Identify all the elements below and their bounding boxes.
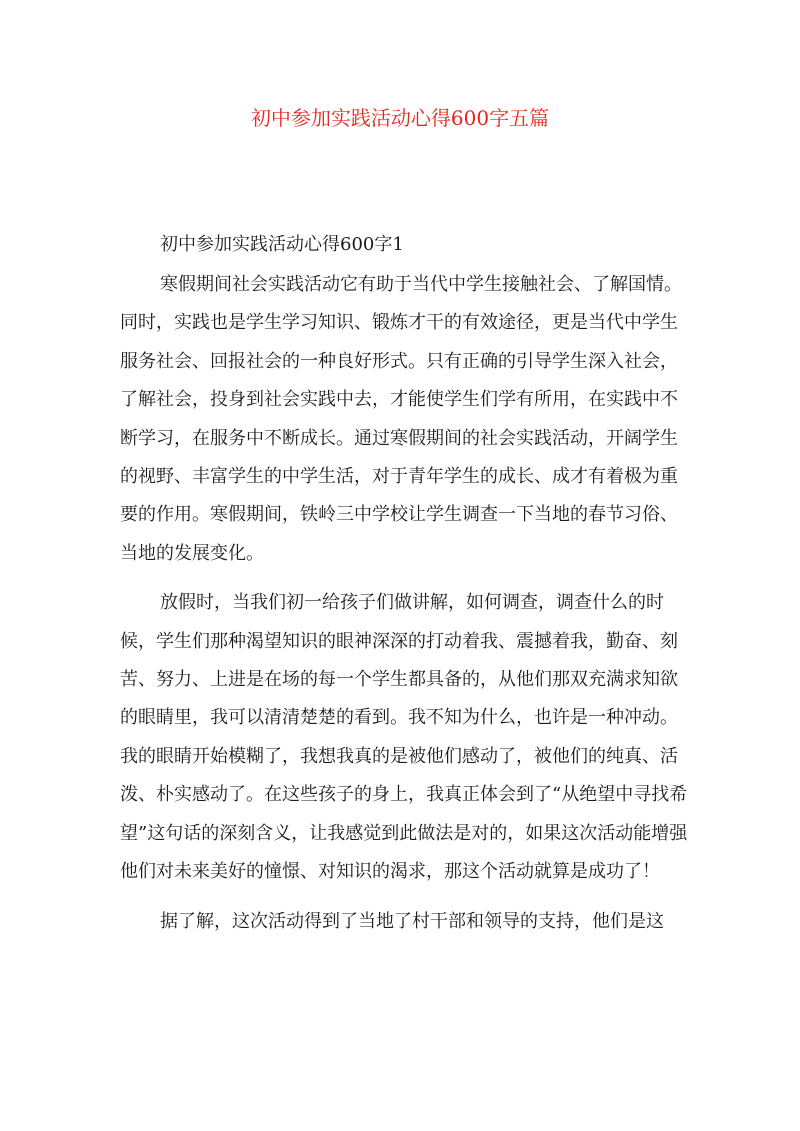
document-title: 初中参加实践活动心得600字五篇 (250, 106, 550, 130)
paragraph-2: 放假时，当我们初一给孩子们做讲解，如何调查，调查什么的时候，学生们那种渴望知识的眼神深深的打动着我、震撼着我，勤奋、刻苦、努力、上进是在场的每一个学生都具备的，从他们那双充满求知欲的眼睛里，我可以清清楚楚的看到。我不知为什么，也许是一种冲动。我的眼睛开始模糊了，我想我真的是被他们感动了，被他们的纯真、活泼、朴实感动了。在这些孩子的身上，我真正体会到了“从绝望中寻找希望”这句话的深刻含义，让我感觉到此做法是对的，如果这次活动能增强他们对未来美好的憧憬、对知识的渴求，那这个活动就算是成功了！ (120, 592, 688, 883)
paragraph-3: 据了解，这次活动得到了当地了村干部和领导的支持，他们是这 (160, 910, 664, 932)
section-heading: 初中参加实践活动心得600字1 (160, 234, 404, 255)
paragraph-1: 寒假期间社会实践活动它有助于当代中学生接触社会、了解国情。同时，实践也是学生学习知识、锻炼才干的有效途径，更是当代中学生服务社会、回报社会的一种良好形式。只有正确的引导学生深入社会，了解社会，投身到社会实践中去，才能使学生们学有所用，在实践中不断学习，在服务中不断成长。通过寒假期间的社会实践活动，开阔学生的视野、丰富学生的中学生活，对于青年学生的成长、成才有着极为重要的作用。寒假期间，铁岭三中学校让学生调查一下当地的春节习俗、当地的发展变化。 (120, 274, 682, 564)
document-body (120, 266, 690, 952)
